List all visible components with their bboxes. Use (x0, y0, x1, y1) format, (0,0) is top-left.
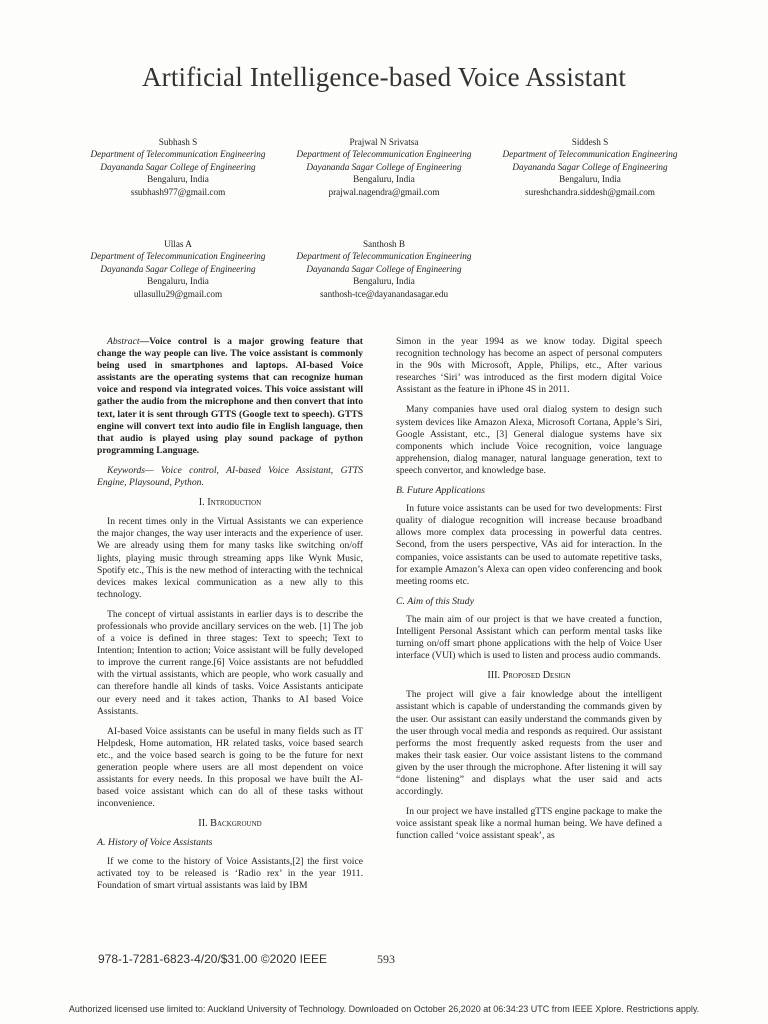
author-email: santhosh-tce@dayanandasagar.edu (319, 288, 449, 299)
license-notice: Authorized licensed use limited to: Auckland University of Technology. Downloaded on October 26,2020 at 06:34:23 UTC from IEEE Xplore. Restrictions apply. (68, 1004, 700, 1014)
paragraph: The project will give a fair knowledge about the intelligent assistant which is capable of understanding the commands given by the user. Our assistant can easily understand the commands given by the user through vocal media and responds as required. Our assistant performs the most frequently asked requests from the user and makes their task easier. Our voice assistant listens to the command given by the user through the microphone. After listening it will say “done listening” and displays what the user said and acts accordingly. (396, 689, 662, 798)
subsection-heading-history: A. History of Voice Assistants (97, 837, 213, 849)
author-email: ssubhash977@gmail.com (130, 186, 226, 197)
author-email: ullasullu29@gmail.com (133, 288, 223, 299)
abstract (97, 336, 363, 457)
author-college: Dayananda Sagar College of Engineering (100, 263, 256, 274)
author-dept: Department of Telecommunication Engineering (296, 149, 472, 160)
author-dept: Department of Telecommunication Engineering (502, 149, 678, 160)
author-email: prajwal.nagendra@gmail.com (328, 186, 440, 197)
abstract-label: Abstract (107, 336, 140, 347)
subsection-heading-aim: C. Aim of this Study (396, 595, 474, 607)
author-city: Bengaluru, India (353, 276, 415, 287)
left-column (97, 336, 363, 900)
paragraph: In future voice assistants can be used for two developments: First quality of dialogue recognition will increase because broadband allows more complex data processing in powerful data centres. Second, from the users perspective, VAs aid for interaction. In the companies, voice assistants can be used to automate repetitive tasks, for example Amazon’s Alexa can open video conferencing and book meeting rooms etc. (396, 503, 662, 587)
author-name: Siddesh S (571, 137, 609, 147)
author-city: Bengaluru, India (559, 174, 621, 185)
author-college: Dayananda Sagar College of Engineering (306, 263, 462, 274)
copyright-footer: 978-1-7281-6823-4/20/$31.00 ©2020 IEEE (98, 952, 328, 966)
paper-title: Artificial Intelligence-based Voice Assistant (141, 62, 627, 92)
paragraph: The main aim of our project is that we have created a function, Intelligent Personal Assistant which can perform mental tasks like turning on/off smart phone applications with the help of Voice User interface (VUI) which is used to listen and process audio commands. (396, 613, 662, 662)
author-city: Bengaluru, India (353, 174, 415, 185)
paragraph: Simon in the year 1994 as we know today. Digital speech recognition technology has become an aspect of personal computers in the 90s with Microsoft, Apple, Philips, etc., After various researches ‘Siri’ was introduced as the first modern digital Voice Assistant as the feature in iPhone 4S in 2011. (396, 336, 662, 396)
author-block-1 (78, 136, 278, 198)
author-dept: Department of Telecommunication Engineering (90, 251, 266, 262)
paragraph: Many companies have used oral dialog system to design such system devices like Amazon Alexa, Microsoft Cortana, Apple’s Siri, Google Assistant, etc., [3] General dialogue systems have six components which include Voice recognition, voice language apprehension, dialog manager, natural language generation, text to speech convertor, and knowledge base. (396, 404, 662, 476)
paragraph: The concept of virtual assistants in earlier days is to describe the professionals who provide ancillary services on the web. [1] The job of a voice is defined in three stages: Text to speech; Text to Intention; Intention to action; Voice assistant will be fully developed to improve the current range.[6] Voice assistants are not befuddled with the virtual assistants, which are people, who work casually and can therefore handle all kinds of tasks. Voice Assistants anticipate our every need and it takes action, Thanks to AI based Voice Assistants. (97, 608, 363, 717)
author-city: Bengaluru, India (147, 174, 209, 185)
paragraph: In our project we have installed gTTS engine package to make the voice assistant speak like a normal human being. We have defined a function called ‘voice assistant speak’, as (396, 806, 662, 842)
author-name: Ullas A (164, 239, 192, 249)
paragraph: If we come to the history of Voice Assistants,[2] the first voice activated toy to be released is ‘Radio rex’ in the year 1911. Foundation of smart virtual assistants was laid by IBM (97, 855, 363, 891)
author-block-2 (284, 136, 484, 198)
author-college: Dayananda Sagar College of Engineering (512, 161, 668, 172)
author-college: Dayananda Sagar College of Engineering (100, 161, 256, 172)
section-heading-introduction: I. Introduction (198, 497, 262, 509)
author-dept: Department of Telecommunication Engineering (90, 149, 266, 160)
paragraph: In recent times only in the Virtual Assistants we can experience the major changes, the way user interacts and the experience of user. We are already using them for many tasks like switching on/off lights, playing music through streaming apps like Wynk Music, Spotify etc., This is the new method of interacting with the technical devices makes lexical communication as a new ally to this technology. (97, 516, 363, 600)
page-number: 593 (377, 952, 395, 966)
paragraph: AI-based Voice assistants can be useful in many fields such as IT Helpdesk, Home automation, HR related tasks, voice based search etc., and the voice based search is going to be the future for next generation people where users are all most dependent on voice assistants for every needs. In this proposal we have built the AI-based voice assistant which can do all of these tasks without inconvenience. (97, 725, 363, 810)
section-heading-proposed-design: III. Proposed Design (487, 670, 571, 682)
author-name: Subhash S (158, 137, 198, 147)
abstract-text: —Voice control is a major growing feature that change the way people can live. The voice assistant is commonly being used in smartphones and laptops. AI-based Voice assistants are the operating systems that can recognize human voice and respond via integrated voices. This voice assistant will gather the audio from the microphone and then convert that into text, later it is sent through GTTS (Google text to speech). GTTS engine will convert text into audio file in English language, then that audio is played using play sound package of python programming Language. (97, 336, 363, 456)
author-block-4 (78, 238, 278, 300)
right-column (396, 336, 662, 850)
author-college: Dayananda Sagar College of Engineering (306, 161, 462, 172)
author-name: Santhosh B (362, 239, 406, 249)
author-block-5 (284, 238, 484, 300)
author-block-3 (490, 136, 690, 198)
author-name: Prajwal N Srivatsa (349, 137, 419, 147)
subsection-heading-future: B. Future Applications (396, 485, 485, 497)
author-email: sureshchandra.siddesh@gmail.com (525, 186, 655, 197)
section-heading-background: II. Background (198, 818, 262, 830)
keywords: Keywords— Voice control, AI-based Voice Assistant, GTTS Engine, Playsound, Python. (97, 464, 363, 489)
author-dept: Department of Telecommunication Engineering (296, 251, 472, 262)
author-city: Bengaluru, India (147, 276, 209, 287)
